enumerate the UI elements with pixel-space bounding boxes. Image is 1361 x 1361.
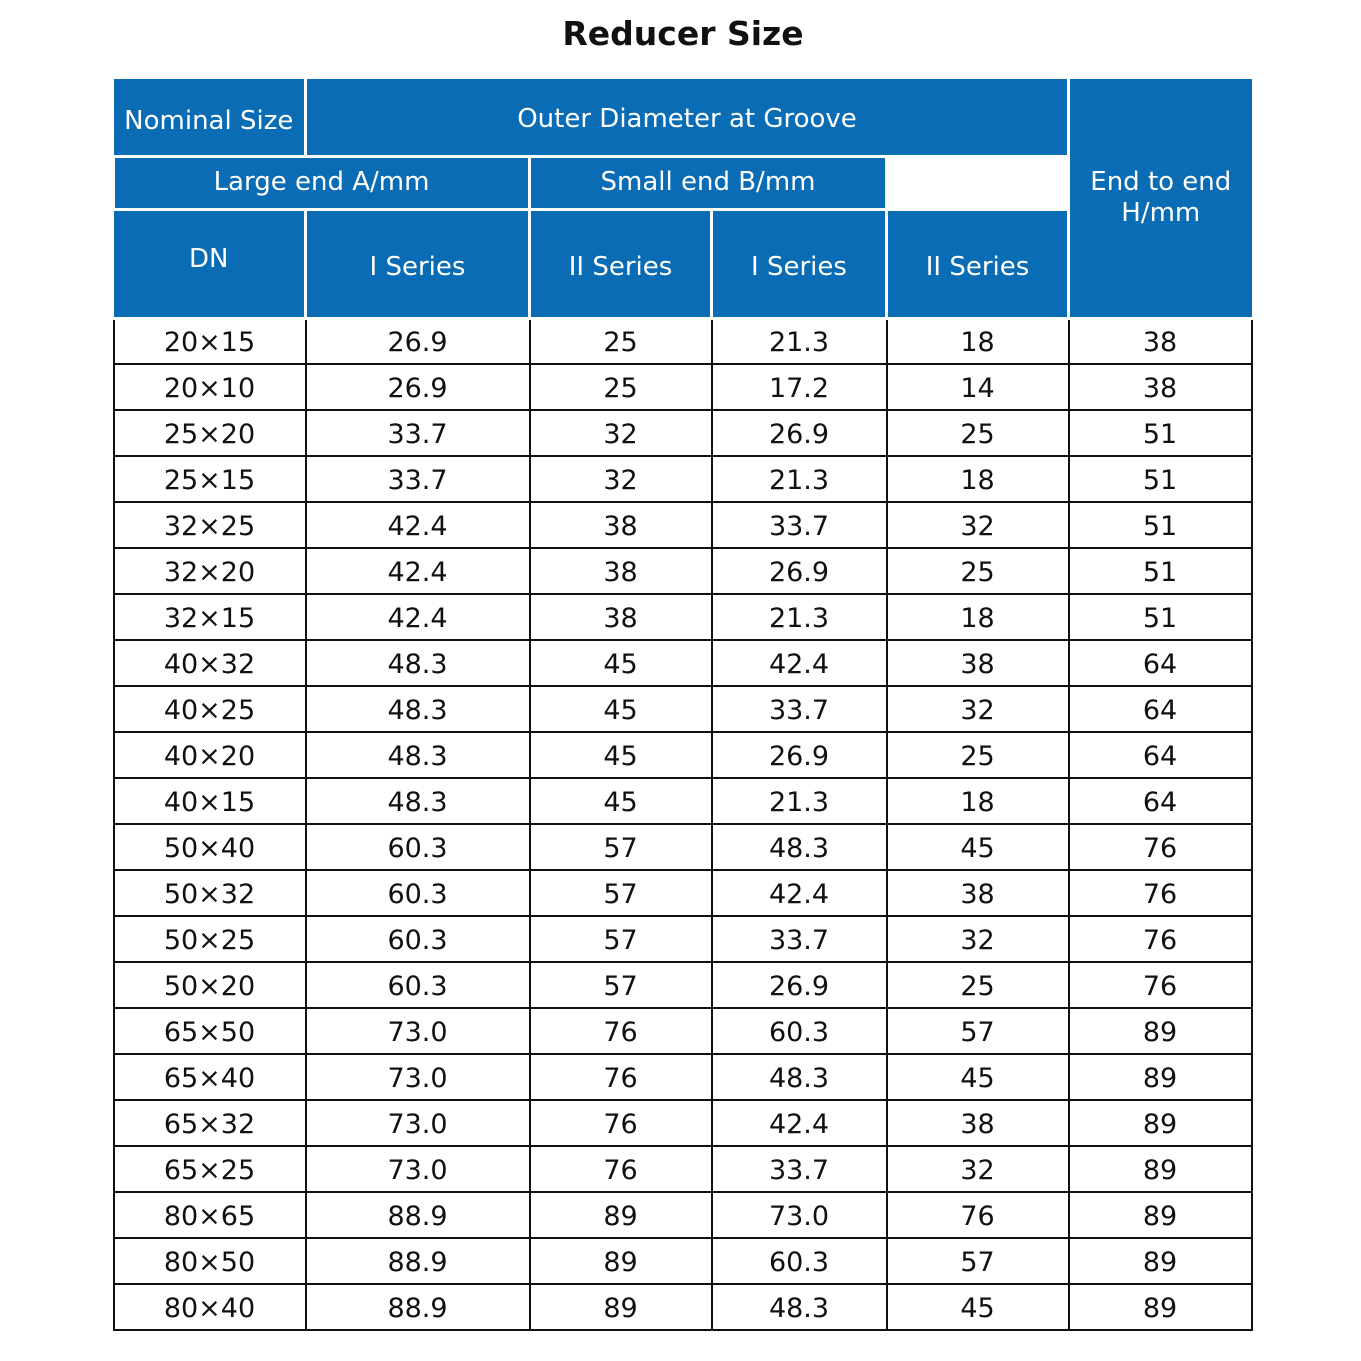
- cell-large-series-2: 89: [530, 1192, 712, 1238]
- cell-small-series-2: 25: [887, 732, 1069, 778]
- cell-end-to-end: 89: [1069, 1100, 1252, 1146]
- cell-small-series-1: 73.0: [712, 1192, 887, 1238]
- cell-large-series-1: 73.0: [306, 1100, 530, 1146]
- cell-small-series-2: 18: [887, 456, 1069, 502]
- table-row: [114, 364, 1252, 410]
- cell-large-series-1: 48.3: [306, 640, 530, 686]
- cell-small-series-1: 33.7: [712, 916, 887, 962]
- cell-dn: 80×65: [114, 1192, 306, 1238]
- cell-small-series-1: 42.4: [712, 870, 887, 916]
- cell-large-series-2: 32: [530, 456, 712, 502]
- cell-end-to-end: 64: [1069, 686, 1252, 732]
- cell-large-series-2: 25: [530, 318, 712, 364]
- cell-large-series-1: 60.3: [306, 824, 530, 870]
- cell-large-series-2: 38: [530, 548, 712, 594]
- cell-small-series-2: 57: [887, 1008, 1069, 1054]
- cell-small-series-2: 32: [887, 1146, 1069, 1192]
- table-row: [114, 1284, 1252, 1330]
- cell-large-series-2: 25: [530, 364, 712, 410]
- page-title: Reducer Size: [562, 14, 804, 53]
- table-row: [114, 1192, 1252, 1238]
- table-row: [114, 410, 1252, 456]
- cell-small-series-1: 26.9: [712, 732, 887, 778]
- table-row: [114, 1100, 1252, 1146]
- cell-large-series-1: 88.9: [306, 1238, 530, 1284]
- header-large-series-2: II Series: [530, 209, 712, 318]
- cell-large-series-2: 57: [530, 962, 712, 1008]
- table-row: [114, 1008, 1252, 1054]
- cell-small-series-1: 48.3: [712, 1284, 887, 1330]
- table-row: [114, 686, 1252, 732]
- cell-large-series-2: 76: [530, 1054, 712, 1100]
- cell-end-to-end: 51: [1069, 456, 1252, 502]
- cell-small-series-1: 48.3: [712, 824, 887, 870]
- cell-large-series-2: 57: [530, 870, 712, 916]
- cell-end-to-end: 38: [1069, 364, 1252, 410]
- cell-dn: 32×20: [114, 548, 306, 594]
- cell-large-series-1: 33.7: [306, 410, 530, 456]
- cell-end-to-end: 89: [1069, 1238, 1252, 1284]
- header-outer-diameter: Outer Diameter at Groove: [306, 79, 1069, 156]
- cell-dn: 40×20: [114, 732, 306, 778]
- cell-dn: 50×40: [114, 824, 306, 870]
- cell-small-series-2: 18: [887, 318, 1069, 364]
- cell-end-to-end: 51: [1069, 410, 1252, 456]
- cell-small-series-2: 45: [887, 824, 1069, 870]
- cell-end-to-end: 89: [1069, 1192, 1252, 1238]
- cell-end-to-end: 76: [1069, 962, 1252, 1008]
- cell-dn: 65×25: [114, 1146, 306, 1192]
- cell-end-to-end: 64: [1069, 778, 1252, 824]
- cell-dn: 40×25: [114, 686, 306, 732]
- header-large-series-1: I Series: [306, 209, 530, 318]
- cell-large-series-1: 42.4: [306, 594, 530, 640]
- cell-large-series-1: 73.0: [306, 1008, 530, 1054]
- cell-small-series-2: 45: [887, 1284, 1069, 1330]
- cell-dn: 40×15: [114, 778, 306, 824]
- cell-large-series-1: 88.9: [306, 1284, 530, 1330]
- cell-small-series-1: 33.7: [712, 1146, 887, 1192]
- table-row: [114, 1238, 1252, 1284]
- cell-large-series-1: 48.3: [306, 778, 530, 824]
- header-nominal-size: Nominal Size: [114, 79, 306, 156]
- cell-dn: 65×32: [114, 1100, 306, 1146]
- cell-small-series-2: 76: [887, 1192, 1069, 1238]
- cell-end-to-end: 89: [1069, 1146, 1252, 1192]
- cell-small-series-1: 60.3: [712, 1238, 887, 1284]
- table-row: [114, 916, 1252, 962]
- header-small-series-2: II Series: [887, 209, 1069, 318]
- table-row: [114, 962, 1252, 1008]
- table-body: [114, 318, 1252, 1330]
- cell-small-series-2: 18: [887, 778, 1069, 824]
- cell-large-series-2: 76: [530, 1146, 712, 1192]
- cell-dn: 65×50: [114, 1008, 306, 1054]
- cell-large-series-1: 42.4: [306, 548, 530, 594]
- cell-end-to-end: 51: [1069, 594, 1252, 640]
- cell-end-to-end: 89: [1069, 1008, 1252, 1054]
- cell-small-series-2: 38: [887, 640, 1069, 686]
- cell-large-series-2: 45: [530, 732, 712, 778]
- table-row: [114, 870, 1252, 916]
- cell-small-series-2: 32: [887, 686, 1069, 732]
- cell-dn: 25×20: [114, 410, 306, 456]
- cell-small-series-2: 25: [887, 962, 1069, 1008]
- cell-dn: 65×40: [114, 1054, 306, 1100]
- cell-large-series-1: 60.3: [306, 916, 530, 962]
- cell-large-series-1: 26.9: [306, 364, 530, 410]
- cell-dn: 80×50: [114, 1238, 306, 1284]
- cell-end-to-end: 38: [1069, 318, 1252, 364]
- cell-dn: 32×25: [114, 502, 306, 548]
- cell-large-series-1: 26.9: [306, 318, 530, 364]
- table-row: [114, 456, 1252, 502]
- header-dn: DN: [114, 209, 306, 318]
- table-row: [114, 318, 1252, 364]
- cell-dn: 32×15: [114, 594, 306, 640]
- cell-large-series-1: 60.3: [306, 962, 530, 1008]
- cell-end-to-end: 89: [1069, 1054, 1252, 1100]
- cell-large-series-1: 88.9: [306, 1192, 530, 1238]
- cell-large-series-2: 45: [530, 778, 712, 824]
- cell-small-series-2: 32: [887, 916, 1069, 962]
- cell-small-series-1: 21.3: [712, 778, 887, 824]
- cell-small-series-2: 14: [887, 364, 1069, 410]
- table-row: [114, 640, 1252, 686]
- cell-dn: 50×25: [114, 916, 306, 962]
- cell-small-series-1: 48.3: [712, 1054, 887, 1100]
- cell-small-series-2: 32: [887, 502, 1069, 548]
- cell-dn: 80×40: [114, 1284, 306, 1330]
- header-small-end: Small end B/mm: [530, 156, 887, 209]
- cell-large-series-2: 38: [530, 594, 712, 640]
- cell-end-to-end: 51: [1069, 548, 1252, 594]
- cell-small-series-2: 38: [887, 1100, 1069, 1146]
- cell-end-to-end: 76: [1069, 916, 1252, 962]
- cell-small-series-1: 33.7: [712, 502, 887, 548]
- cell-end-to-end: 89: [1069, 1284, 1252, 1330]
- cell-end-to-end: 64: [1069, 640, 1252, 686]
- table-row: [114, 1146, 1252, 1192]
- cell-small-series-1: 21.3: [712, 594, 887, 640]
- cell-large-series-1: 48.3: [306, 686, 530, 732]
- header-small-series-1: I Series: [712, 209, 887, 318]
- cell-large-series-2: 32: [530, 410, 712, 456]
- cell-small-series-1: 21.3: [712, 456, 887, 502]
- cell-small-series-2: 38: [887, 870, 1069, 916]
- cell-end-to-end: 64: [1069, 732, 1252, 778]
- table-row: [114, 548, 1252, 594]
- cell-small-series-2: 18: [887, 594, 1069, 640]
- cell-large-series-2: 38: [530, 502, 712, 548]
- cell-small-series-1: 26.9: [712, 962, 887, 1008]
- cell-large-series-1: 60.3: [306, 870, 530, 916]
- cell-large-series-1: 42.4: [306, 502, 530, 548]
- reducer-size-table: [112, 79, 1253, 1331]
- table-row: [114, 824, 1252, 870]
- cell-large-series-2: 89: [530, 1238, 712, 1284]
- table-row: [114, 502, 1252, 548]
- table-row: [114, 594, 1252, 640]
- cell-large-series-1: 73.0: [306, 1054, 530, 1100]
- cell-large-series-2: 89: [530, 1284, 712, 1330]
- cell-large-series-1: 48.3: [306, 732, 530, 778]
- header-end-to-end: End to end H/mm: [1069, 79, 1252, 318]
- cell-small-series-1: 60.3: [712, 1008, 887, 1054]
- cell-end-to-end: 51: [1069, 502, 1252, 548]
- table-row: [114, 1054, 1252, 1100]
- cell-small-series-1: 33.7: [712, 686, 887, 732]
- cell-small-series-1: 26.9: [712, 410, 887, 456]
- cell-end-to-end: 76: [1069, 870, 1252, 916]
- cell-small-series-2: 57: [887, 1238, 1069, 1284]
- cell-small-series-1: 17.2: [712, 364, 887, 410]
- cell-large-series-2: 76: [530, 1008, 712, 1054]
- cell-large-series-2: 45: [530, 686, 712, 732]
- cell-end-to-end: 76: [1069, 824, 1252, 870]
- cell-large-series-2: 45: [530, 640, 712, 686]
- cell-large-series-2: 57: [530, 824, 712, 870]
- cell-small-series-1: 42.4: [712, 640, 887, 686]
- cell-large-series-1: 73.0: [306, 1146, 530, 1192]
- cell-large-series-1: 33.7: [306, 456, 530, 502]
- table-row: [114, 778, 1252, 824]
- cell-small-series-1: 26.9: [712, 548, 887, 594]
- cell-dn: 50×20: [114, 962, 306, 1008]
- table-row: [114, 732, 1252, 778]
- cell-dn: 50×32: [114, 870, 306, 916]
- cell-small-series-2: 45: [887, 1054, 1069, 1100]
- cell-small-series-1: 21.3: [712, 318, 887, 364]
- cell-dn: 20×10: [114, 364, 306, 410]
- cell-small-series-1: 42.4: [712, 1100, 887, 1146]
- cell-dn: 40×32: [114, 640, 306, 686]
- cell-dn: 25×15: [114, 456, 306, 502]
- cell-large-series-2: 57: [530, 916, 712, 962]
- cell-small-series-2: 25: [887, 410, 1069, 456]
- table-header: [114, 79, 1252, 318]
- cell-large-series-2: 76: [530, 1100, 712, 1146]
- cell-dn: 20×15: [114, 318, 306, 364]
- header-large-end: Large end A/mm: [114, 156, 530, 209]
- cell-small-series-2: 25: [887, 548, 1069, 594]
